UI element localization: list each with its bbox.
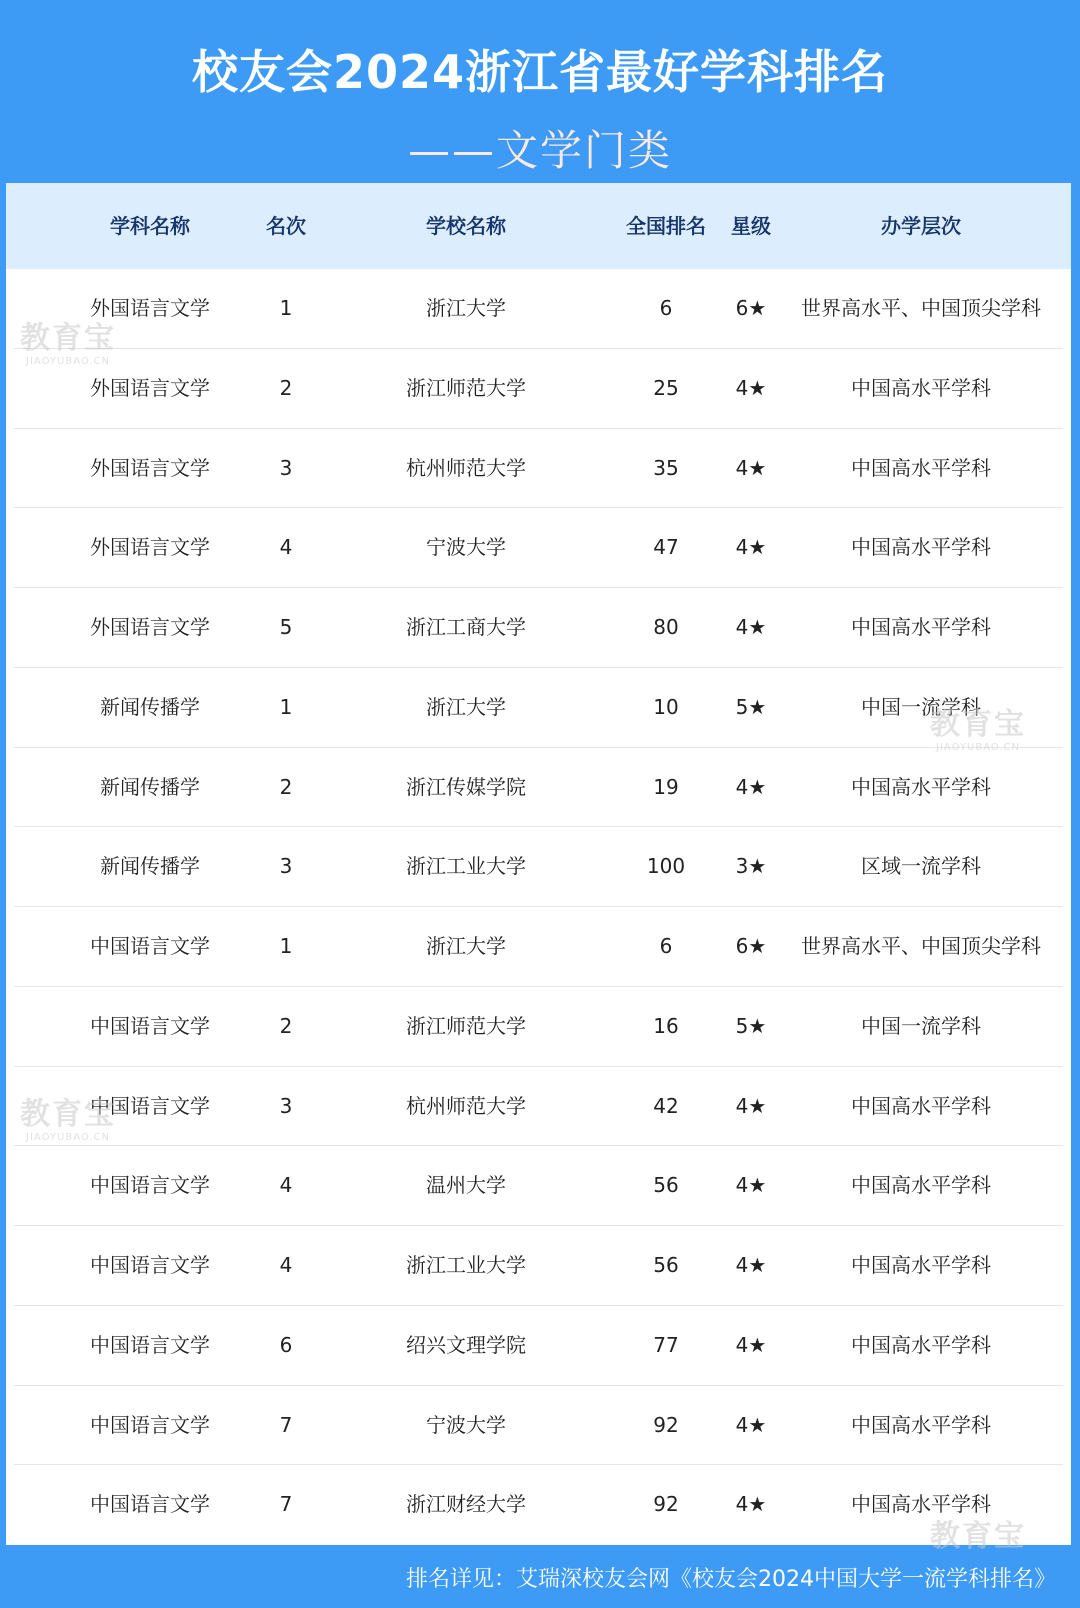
cell-level: 中国高水平学科 <box>851 774 991 799</box>
cell-stars: 4★ <box>735 1492 767 1517</box>
cell-level: 中国高水平学科 <box>851 1332 991 1357</box>
table-row <box>14 987 1063 1067</box>
cell-rank: 2 <box>279 774 293 799</box>
cell-stars: 6★ <box>735 934 767 958</box>
cell-rank: 4 <box>279 1173 293 1198</box>
column-header-stars: 星级 <box>731 214 771 238</box>
cell-school: 绍兴文理学院 <box>406 1332 526 1357</box>
cell-rank: 1 <box>279 694 293 719</box>
watermark-logo: 教育宝 JIAOYUBAO.CN <box>930 707 1026 753</box>
cell-rank: 1 <box>279 296 293 320</box>
cell-school: 浙江大学 <box>426 934 506 958</box>
table-row <box>14 1465 1063 1545</box>
cell-school: 浙江大学 <box>426 296 506 320</box>
cell-school: 杭州师范大学 <box>406 455 526 480</box>
table-row <box>14 1146 1063 1226</box>
cell-level: 中国高水平学科 <box>851 455 991 480</box>
cell-level: 中国高水平学科 <box>851 1093 991 1118</box>
cell-school: 浙江财经大学 <box>406 1492 526 1517</box>
cell-stars: 4★ <box>735 615 767 639</box>
cell-national-rank: 10 <box>653 694 679 719</box>
cell-stars: 3★ <box>735 854 767 879</box>
cell-national-rank: 92 <box>653 1492 679 1517</box>
cell-level: 中国高水平学科 <box>851 375 991 400</box>
cell-school: 杭州师范大学 <box>406 1093 526 1118</box>
column-header-rank: 名次 <box>266 214 306 238</box>
cell-rank: 2 <box>279 1013 293 1038</box>
cell-rank: 3 <box>279 1093 293 1118</box>
table-body <box>6 269 1071 1545</box>
cell-school: 浙江传媒学院 <box>406 774 526 799</box>
cell-national-rank: 16 <box>653 1013 679 1038</box>
cell-rank: 3 <box>279 854 293 879</box>
cell-stars: 4★ <box>735 1093 767 1118</box>
cell-subject: 中国语言文学 <box>90 1332 210 1357</box>
cell-subject: 中国语言文学 <box>90 1093 210 1118</box>
cell-stars: 4★ <box>735 1332 767 1357</box>
cell-stars: 6★ <box>735 296 767 320</box>
cell-stars: 4★ <box>735 1253 767 1277</box>
cell-subject: 外国语言文学 <box>90 296 210 320</box>
table-row <box>14 827 1063 907</box>
cell-level: 中国高水平学科 <box>851 1492 991 1517</box>
column-header-level: 办学层次 <box>881 214 961 238</box>
footer-source-note: 排名详见：艾瑞深校友会网《校友会2024中国大学一流学科排名》 <box>406 1567 1056 1592</box>
cell-stars: 5★ <box>735 1013 767 1038</box>
cell-stars: 4★ <box>735 774 767 799</box>
cell-national-rank: 92 <box>653 1412 679 1437</box>
cell-rank: 3 <box>279 455 293 480</box>
column-header-national-rank: 全国排名 <box>626 214 706 238</box>
cell-school: 浙江工业大学 <box>406 1253 526 1277</box>
cell-school: 宁波大学 <box>426 1412 506 1437</box>
cell-subject: 外国语言文学 <box>90 455 210 480</box>
cell-level: 中国一流学科 <box>861 694 981 719</box>
cell-rank: 5 <box>279 615 293 639</box>
cell-stars: 4★ <box>735 375 767 400</box>
cell-level: 中国高水平学科 <box>851 1173 991 1198</box>
cell-national-rank: 100 <box>646 854 686 879</box>
cell-school: 浙江工商大学 <box>406 615 526 639</box>
cell-stars: 5★ <box>735 694 767 719</box>
cell-level: 世界高水平、中国顶尖学科 <box>801 934 1041 958</box>
table-row <box>14 269 1063 349</box>
table-row <box>14 349 1063 429</box>
cell-national-rank: 42 <box>653 1093 679 1118</box>
cell-stars: 4★ <box>735 1412 767 1437</box>
table-header <box>6 183 1071 269</box>
cell-subject: 新闻传播学 <box>100 694 200 719</box>
cell-rank: 2 <box>279 375 293 400</box>
cell-level: 世界高水平、中国顶尖学科 <box>801 296 1041 320</box>
watermark-logo: 教育宝 <box>930 1519 1026 1554</box>
cell-subject: 中国语言文学 <box>90 934 210 958</box>
cell-national-rank: 47 <box>653 535 679 560</box>
cell-level: 中国高水平学科 <box>851 1412 991 1437</box>
cell-national-rank: 6 <box>659 296 673 320</box>
cell-national-rank: 19 <box>653 774 679 799</box>
cell-school: 浙江工业大学 <box>406 854 526 879</box>
cell-rank: 7 <box>279 1412 293 1437</box>
cell-rank: 1 <box>279 934 293 958</box>
cell-stars: 4★ <box>735 535 767 560</box>
cell-national-rank: 25 <box>653 375 679 400</box>
cell-rank: 7 <box>279 1492 293 1517</box>
cell-national-rank: 77 <box>653 1332 679 1357</box>
cell-national-rank: 56 <box>653 1173 679 1198</box>
ranking-table <box>6 183 1071 1545</box>
cell-school: 宁波大学 <box>426 535 506 560</box>
cell-stars: 4★ <box>735 455 767 480</box>
table-row <box>14 1067 1063 1147</box>
cell-school: 浙江师范大学 <box>406 375 526 400</box>
cell-subject: 中国语言文学 <box>90 1492 210 1517</box>
cell-subject: 中国语言文学 <box>90 1013 210 1038</box>
cell-level: 中国高水平学科 <box>851 535 991 560</box>
cell-school: 温州大学 <box>426 1173 506 1198</box>
cell-national-rank: 56 <box>653 1253 679 1277</box>
cell-rank: 4 <box>279 535 293 560</box>
cell-national-rank: 35 <box>653 455 679 480</box>
table-row <box>14 588 1063 668</box>
table-row <box>14 668 1063 748</box>
cell-subject: 新闻传播学 <box>100 854 200 879</box>
table-row <box>14 907 1063 987</box>
cell-subject: 新闻传播学 <box>100 774 200 799</box>
column-header-subject: 学科名称 <box>110 214 190 238</box>
cell-subject: 中国语言文学 <box>90 1173 210 1198</box>
cell-subject: 外国语言文学 <box>90 535 210 560</box>
cell-level: 中国一流学科 <box>861 1013 981 1038</box>
cell-subject: 中国语言文学 <box>90 1412 210 1437</box>
table-row <box>14 429 1063 509</box>
table-row <box>14 1226 1063 1306</box>
watermark-logo: 教育宝 JIAOYUBAO.CN <box>20 1097 116 1143</box>
table-row <box>14 748 1063 828</box>
cell-national-rank: 6 <box>659 934 673 958</box>
cell-rank: 4 <box>279 1253 293 1277</box>
cell-subject: 外国语言文学 <box>90 375 210 400</box>
cell-level: 中国高水平学科 <box>851 615 991 639</box>
cell-national-rank: 80 <box>653 615 679 639</box>
cell-stars: 4★ <box>735 1173 767 1198</box>
watermark-logo: 教育宝 JIAOYUBAO.CN <box>20 321 116 367</box>
column-header-school: 学校名称 <box>426 214 506 238</box>
page-subtitle: ——文学门类 <box>407 126 672 175</box>
page-title: 校友会2024浙江省最好学科排名 <box>191 45 889 99</box>
cell-school: 浙江大学 <box>426 694 506 719</box>
table-row <box>14 508 1063 588</box>
cell-school: 浙江师范大学 <box>406 1013 526 1038</box>
cell-level: 中国高水平学科 <box>851 1253 991 1277</box>
cell-rank: 6 <box>279 1332 293 1357</box>
cell-subject: 外国语言文学 <box>90 615 210 639</box>
table-row <box>14 1386 1063 1466</box>
cell-level: 区域一流学科 <box>861 854 981 879</box>
table-row <box>14 1306 1063 1386</box>
cell-subject: 中国语言文学 <box>90 1253 210 1277</box>
